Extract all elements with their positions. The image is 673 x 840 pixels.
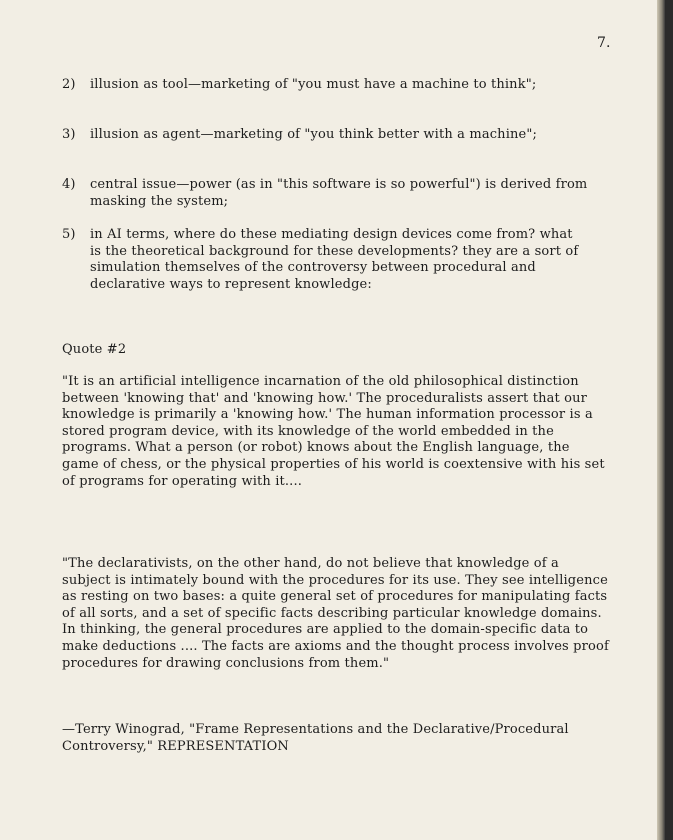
list-item-number: 5) [62, 227, 76, 242]
list-item-text: illusion as tool—marketing of "you must have a machine to think"; [90, 77, 537, 92]
attribution-text: —Terry Winograd, "Frame Representations and the Declarative/Procedural Controversy," REPRESENTATION [62, 722, 569, 754]
quote-paragraph-text: "The declarativists, on the other hand, do not believe that knowledge of a subject is intimately bound with the procedures for its use. They see intelligence as resting on two bases: a quite general set of procedures for manipulating facts of all sorts, and a set of specific facts describing particular knowledge domains. In thinking, the general procedures are applied to the domain-specific data to make deductions .... The facts are axioms and the thought process involves proof procedures for drawing conclusions from them." [62, 556, 609, 671]
page-binding-edge [657, 0, 665, 840]
list-item-number: 3) [62, 127, 76, 142]
quote-attribution [62, 722, 622, 755]
list-item-4 [62, 177, 602, 210]
page-number: 7. [597, 35, 611, 51]
list-item-number: 2) [62, 77, 76, 92]
list-item-2 [62, 77, 602, 94]
list-item-5 [62, 227, 582, 293]
quote-heading: Quote #2 [62, 342, 127, 357]
quote-paragraph-1 [62, 374, 607, 490]
list-item-text: central issue—power (as in "this software is so powerful") is derived from masking the system; [90, 177, 588, 209]
list-item-text: illusion as agent—marketing of "you think better with a machine"; [90, 127, 538, 142]
quote-paragraph-text: "It is an artificial intelligence incarnation of the old philosophical distinction between 'knowing that' and 'knowing how.' The proceduralists assert that our knowledge is primarily a 'knowing how.' The human information processor is a stored program device, with its knowledge of the world embedded in the programs. What a person (or robot) knows about the English language, the game of chess, or the physical properties of his world is coextensive with his set of programs for operating with it.... [62, 374, 605, 489]
quote-paragraph-2 [62, 556, 610, 672]
list-item-number: 4) [62, 177, 76, 192]
list-item-text: in AI terms, where do these mediating design devices come from? what is the theoretical background for these developments? they are a sort of simulation themselves of the controversy between procedural and declarative ways to represent knowledge: [90, 227, 579, 292]
list-item-3 [62, 127, 602, 144]
